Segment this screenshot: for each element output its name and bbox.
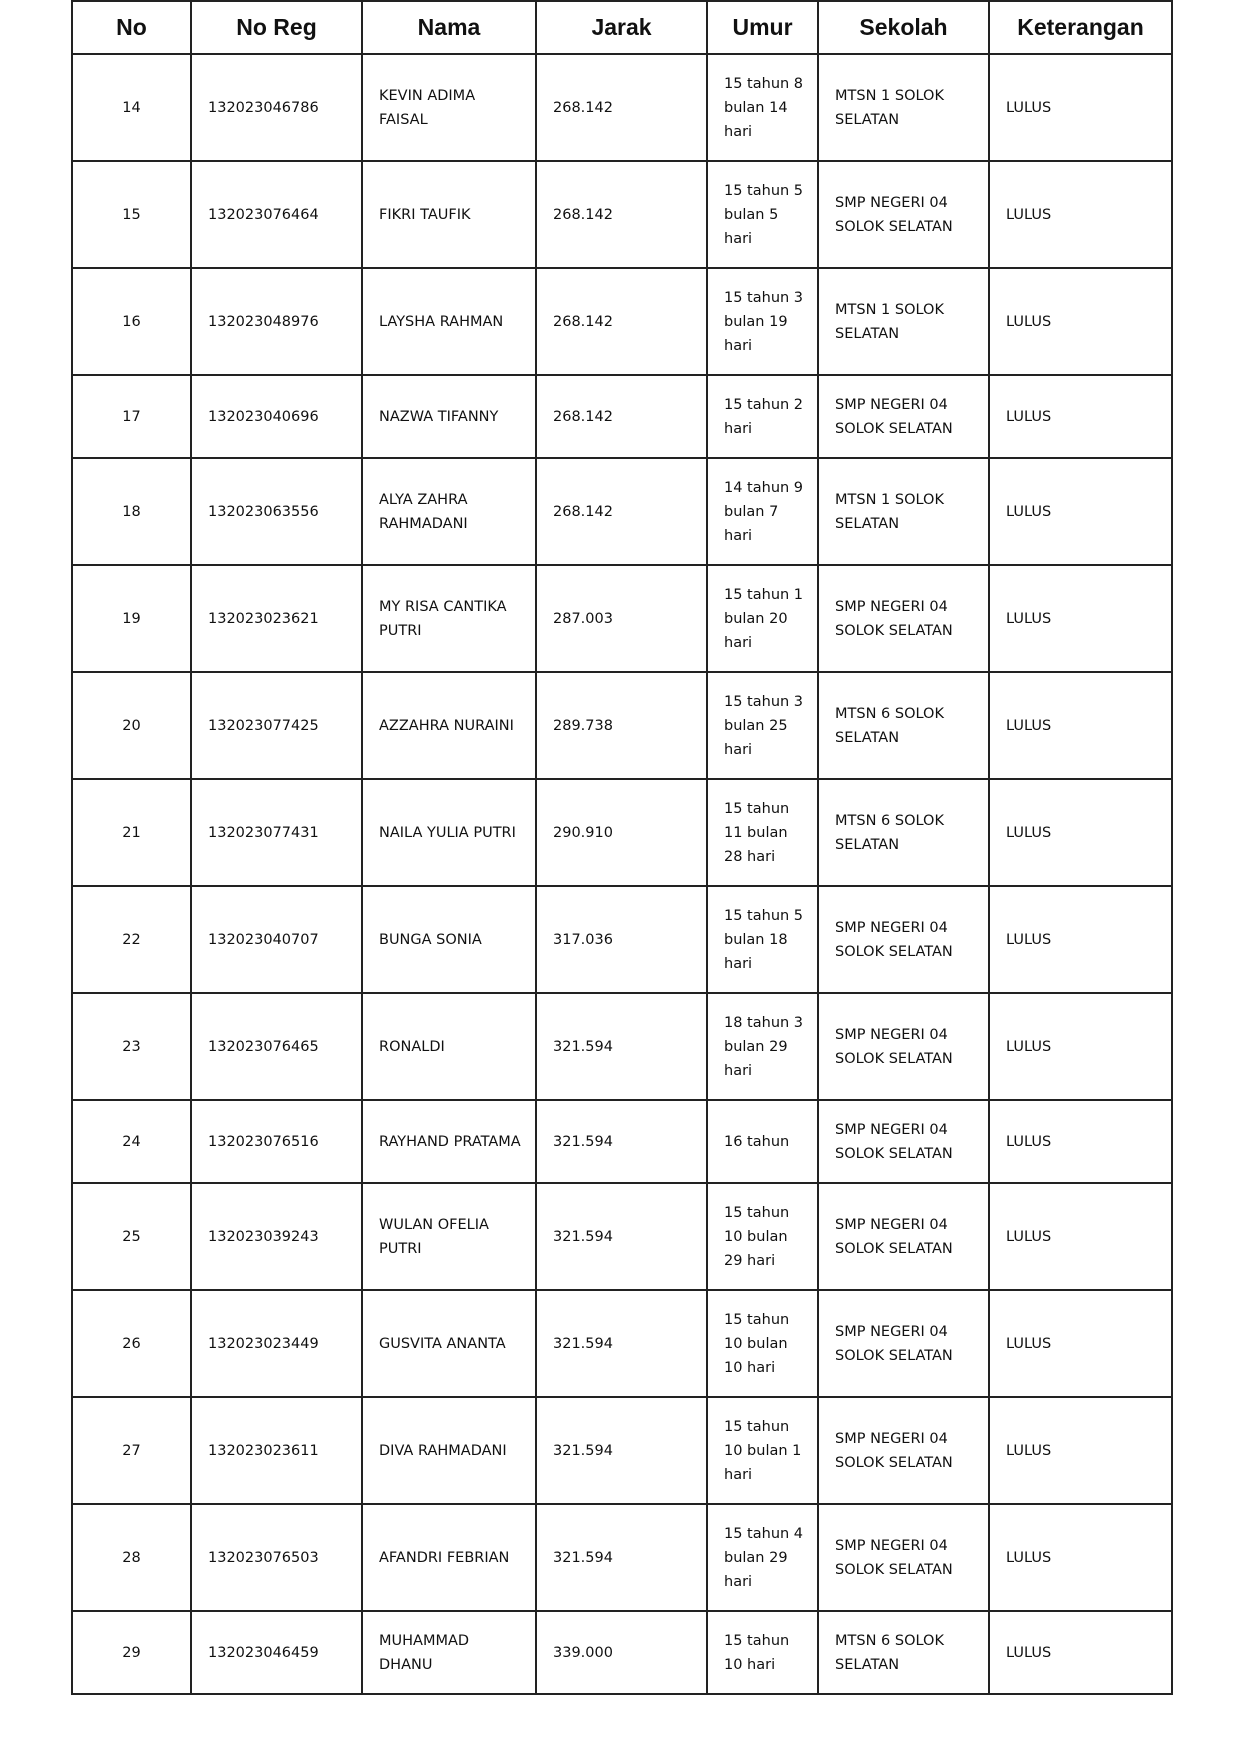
- cell-nama: KEVIN ADIMA FAISAL: [362, 54, 536, 161]
- table-row: [72, 993, 1172, 1100]
- cell-sekolah: MTSN 1 SOLOK SELATAN: [818, 458, 989, 565]
- cell-jarak: 321.594: [536, 1100, 707, 1183]
- cell-sekolah: SMP NEGERI 04 SOLOK SELATAN: [818, 1290, 989, 1397]
- cell-no-reg: 132023077425: [191, 672, 362, 779]
- table-row: [72, 779, 1172, 886]
- cell-no-reg: 132023046459: [191, 1611, 362, 1694]
- cell-keterangan: LULUS: [989, 1100, 1172, 1183]
- cell-sekolah: SMP NEGERI 04 SOLOK SELATAN: [818, 1397, 989, 1504]
- cell-keterangan: LULUS: [989, 672, 1172, 779]
- cell-keterangan: LULUS: [989, 1397, 1172, 1504]
- cell-no: 23: [72, 993, 191, 1100]
- cell-no-reg: 132023023449: [191, 1290, 362, 1397]
- table-row: [72, 565, 1172, 672]
- cell-sekolah: MTSN 6 SOLOK SELATAN: [818, 672, 989, 779]
- cell-jarak: 321.594: [536, 1290, 707, 1397]
- cell-sekolah: MTSN 1 SOLOK SELATAN: [818, 268, 989, 375]
- table-row: [72, 458, 1172, 565]
- cell-keterangan: LULUS: [989, 565, 1172, 672]
- cell-no: 17: [72, 375, 191, 458]
- cell-umur: 15 tahun 3 bulan 25 hari: [707, 672, 818, 779]
- cell-keterangan: LULUS: [989, 1183, 1172, 1290]
- cell-no: 28: [72, 1504, 191, 1611]
- cell-keterangan: LULUS: [989, 161, 1172, 268]
- header-jarak: Jarak: [536, 1, 707, 54]
- cell-nama: BUNGA SONIA: [362, 886, 536, 993]
- header-keterangan: Keterangan: [989, 1, 1172, 54]
- cell-sekolah: SMP NEGERI 04 SOLOK SELATAN: [818, 1100, 989, 1183]
- cell-umur: 15 tahun 10 bulan 10 hari: [707, 1290, 818, 1397]
- cell-nama: MY RISA CANTIKA PUTRI: [362, 565, 536, 672]
- cell-sekolah: SMP NEGERI 04 SOLOK SELATAN: [818, 1504, 989, 1611]
- table-row: [72, 1100, 1172, 1183]
- cell-keterangan: LULUS: [989, 1611, 1172, 1694]
- cell-jarak: 321.594: [536, 1183, 707, 1290]
- cell-umur: 15 tahun 3 bulan 19 hari: [707, 268, 818, 375]
- cell-nama: LAYSHA RAHMAN: [362, 268, 536, 375]
- cell-umur: 16 tahun: [707, 1100, 818, 1183]
- cell-no: 26: [72, 1290, 191, 1397]
- cell-no: 19: [72, 565, 191, 672]
- cell-no: 14: [72, 54, 191, 161]
- cell-keterangan: LULUS: [989, 458, 1172, 565]
- cell-no-reg: 132023076465: [191, 993, 362, 1100]
- header-sekolah: Sekolah: [818, 1, 989, 54]
- cell-jarak: 289.738: [536, 672, 707, 779]
- cell-no: 24: [72, 1100, 191, 1183]
- results-table: [71, 0, 1173, 1695]
- cell-no: 16: [72, 268, 191, 375]
- cell-umur: 15 tahun 5 bulan 5 hari: [707, 161, 818, 268]
- cell-umur: 15 tahun 10 bulan 29 hari: [707, 1183, 818, 1290]
- cell-keterangan: LULUS: [989, 1504, 1172, 1611]
- cell-sekolah: MTSN 1 SOLOK SELATAN: [818, 54, 989, 161]
- cell-umur: 15 tahun 4 bulan 29 hari: [707, 1504, 818, 1611]
- cell-nama: RONALDI: [362, 993, 536, 1100]
- cell-no: 25: [72, 1183, 191, 1290]
- cell-umur: 14 tahun 9 bulan 7 hari: [707, 458, 818, 565]
- cell-umur: 18 tahun 3 bulan 29 hari: [707, 993, 818, 1100]
- table-row: [72, 1183, 1172, 1290]
- cell-no-reg: 132023039243: [191, 1183, 362, 1290]
- cell-jarak: 339.000: [536, 1611, 707, 1694]
- table-row: [72, 1290, 1172, 1397]
- cell-nama: WULAN OFELIA PUTRI: [362, 1183, 536, 1290]
- cell-no-reg: 132023076503: [191, 1504, 362, 1611]
- cell-nama: GUSVITA ANANTA: [362, 1290, 536, 1397]
- table-row: [72, 161, 1172, 268]
- cell-sekolah: SMP NEGERI 04 SOLOK SELATAN: [818, 161, 989, 268]
- cell-umur: 15 tahun 10 hari: [707, 1611, 818, 1694]
- cell-no: 18: [72, 458, 191, 565]
- cell-no-reg: 132023023621: [191, 565, 362, 672]
- cell-keterangan: LULUS: [989, 1290, 1172, 1397]
- cell-no: 29: [72, 1611, 191, 1694]
- cell-nama: NAZWA TIFANNY: [362, 375, 536, 458]
- cell-sekolah: SMP NEGERI 04 SOLOK SELATAN: [818, 565, 989, 672]
- cell-nama: DIVA RAHMADANI: [362, 1397, 536, 1504]
- table-row: [72, 672, 1172, 779]
- cell-jarak: 321.594: [536, 1504, 707, 1611]
- header-no: No: [72, 1, 191, 54]
- cell-no: 27: [72, 1397, 191, 1504]
- header-row: [72, 1, 1172, 54]
- cell-jarak: 268.142: [536, 161, 707, 268]
- cell-sekolah: MTSN 6 SOLOK SELATAN: [818, 779, 989, 886]
- table-row: [72, 54, 1172, 161]
- table-row: [72, 886, 1172, 993]
- cell-no: 15: [72, 161, 191, 268]
- cell-keterangan: LULUS: [989, 268, 1172, 375]
- cell-nama: ALYA ZAHRA RAHMADANI: [362, 458, 536, 565]
- cell-jarak: 268.142: [536, 268, 707, 375]
- cell-sekolah: SMP NEGERI 04 SOLOK SELATAN: [818, 886, 989, 993]
- cell-sekolah: MTSN 6 SOLOK SELATAN: [818, 1611, 989, 1694]
- cell-keterangan: LULUS: [989, 779, 1172, 886]
- cell-jarak: 287.003: [536, 565, 707, 672]
- cell-no: 22: [72, 886, 191, 993]
- table-row: [72, 1504, 1172, 1611]
- table-row: [72, 1397, 1172, 1504]
- header-nama: Nama: [362, 1, 536, 54]
- cell-sekolah: SMP NEGERI 04 SOLOK SELATAN: [818, 993, 989, 1100]
- header-no-reg: No Reg: [191, 1, 362, 54]
- table-row: [72, 1611, 1172, 1694]
- cell-no: 20: [72, 672, 191, 779]
- cell-no-reg: 132023046786: [191, 54, 362, 161]
- cell-no-reg: 132023076464: [191, 161, 362, 268]
- cell-jarak: 317.036: [536, 886, 707, 993]
- cell-keterangan: LULUS: [989, 375, 1172, 458]
- cell-no-reg: 132023077431: [191, 779, 362, 886]
- cell-no-reg: 132023040696: [191, 375, 362, 458]
- cell-jarak: 268.142: [536, 458, 707, 565]
- cell-jarak: 268.142: [536, 375, 707, 458]
- cell-umur: 15 tahun 2 hari: [707, 375, 818, 458]
- cell-umur: 15 tahun 10 bulan 1 hari: [707, 1397, 818, 1504]
- table-row: [72, 375, 1172, 458]
- cell-nama: MUHAMMAD DHANU: [362, 1611, 536, 1694]
- cell-no-reg: 132023023611: [191, 1397, 362, 1504]
- cell-nama: RAYHAND PRATAMA: [362, 1100, 536, 1183]
- cell-sekolah: SMP NEGERI 04 SOLOK SELATAN: [818, 375, 989, 458]
- cell-jarak: 321.594: [536, 993, 707, 1100]
- cell-nama: AZZAHRA NURAINI: [362, 672, 536, 779]
- table-row: [72, 268, 1172, 375]
- cell-keterangan: LULUS: [989, 54, 1172, 161]
- cell-umur: 15 tahun 1 bulan 20 hari: [707, 565, 818, 672]
- header-umur: Umur: [707, 1, 818, 54]
- cell-nama: NAILA YULIA PUTRI: [362, 779, 536, 886]
- cell-nama: FIKRI TAUFIK: [362, 161, 536, 268]
- cell-sekolah: SMP NEGERI 04 SOLOK SELATAN: [818, 1183, 989, 1290]
- cell-no-reg: 132023063556: [191, 458, 362, 565]
- cell-jarak: 321.594: [536, 1397, 707, 1504]
- cell-keterangan: LULUS: [989, 886, 1172, 993]
- cell-umur: 15 tahun 5 bulan 18 hari: [707, 886, 818, 993]
- cell-jarak: 268.142: [536, 54, 707, 161]
- cell-no-reg: 132023076516: [191, 1100, 362, 1183]
- cell-no: 21: [72, 779, 191, 886]
- cell-nama: AFANDRI FEBRIAN: [362, 1504, 536, 1611]
- cell-no-reg: 132023048976: [191, 268, 362, 375]
- cell-no-reg: 132023040707: [191, 886, 362, 993]
- cell-umur: 15 tahun 8 bulan 14 hari: [707, 54, 818, 161]
- cell-keterangan: LULUS: [989, 993, 1172, 1100]
- cell-umur: 15 tahun 11 bulan 28 hari: [707, 779, 818, 886]
- cell-jarak: 290.910: [536, 779, 707, 886]
